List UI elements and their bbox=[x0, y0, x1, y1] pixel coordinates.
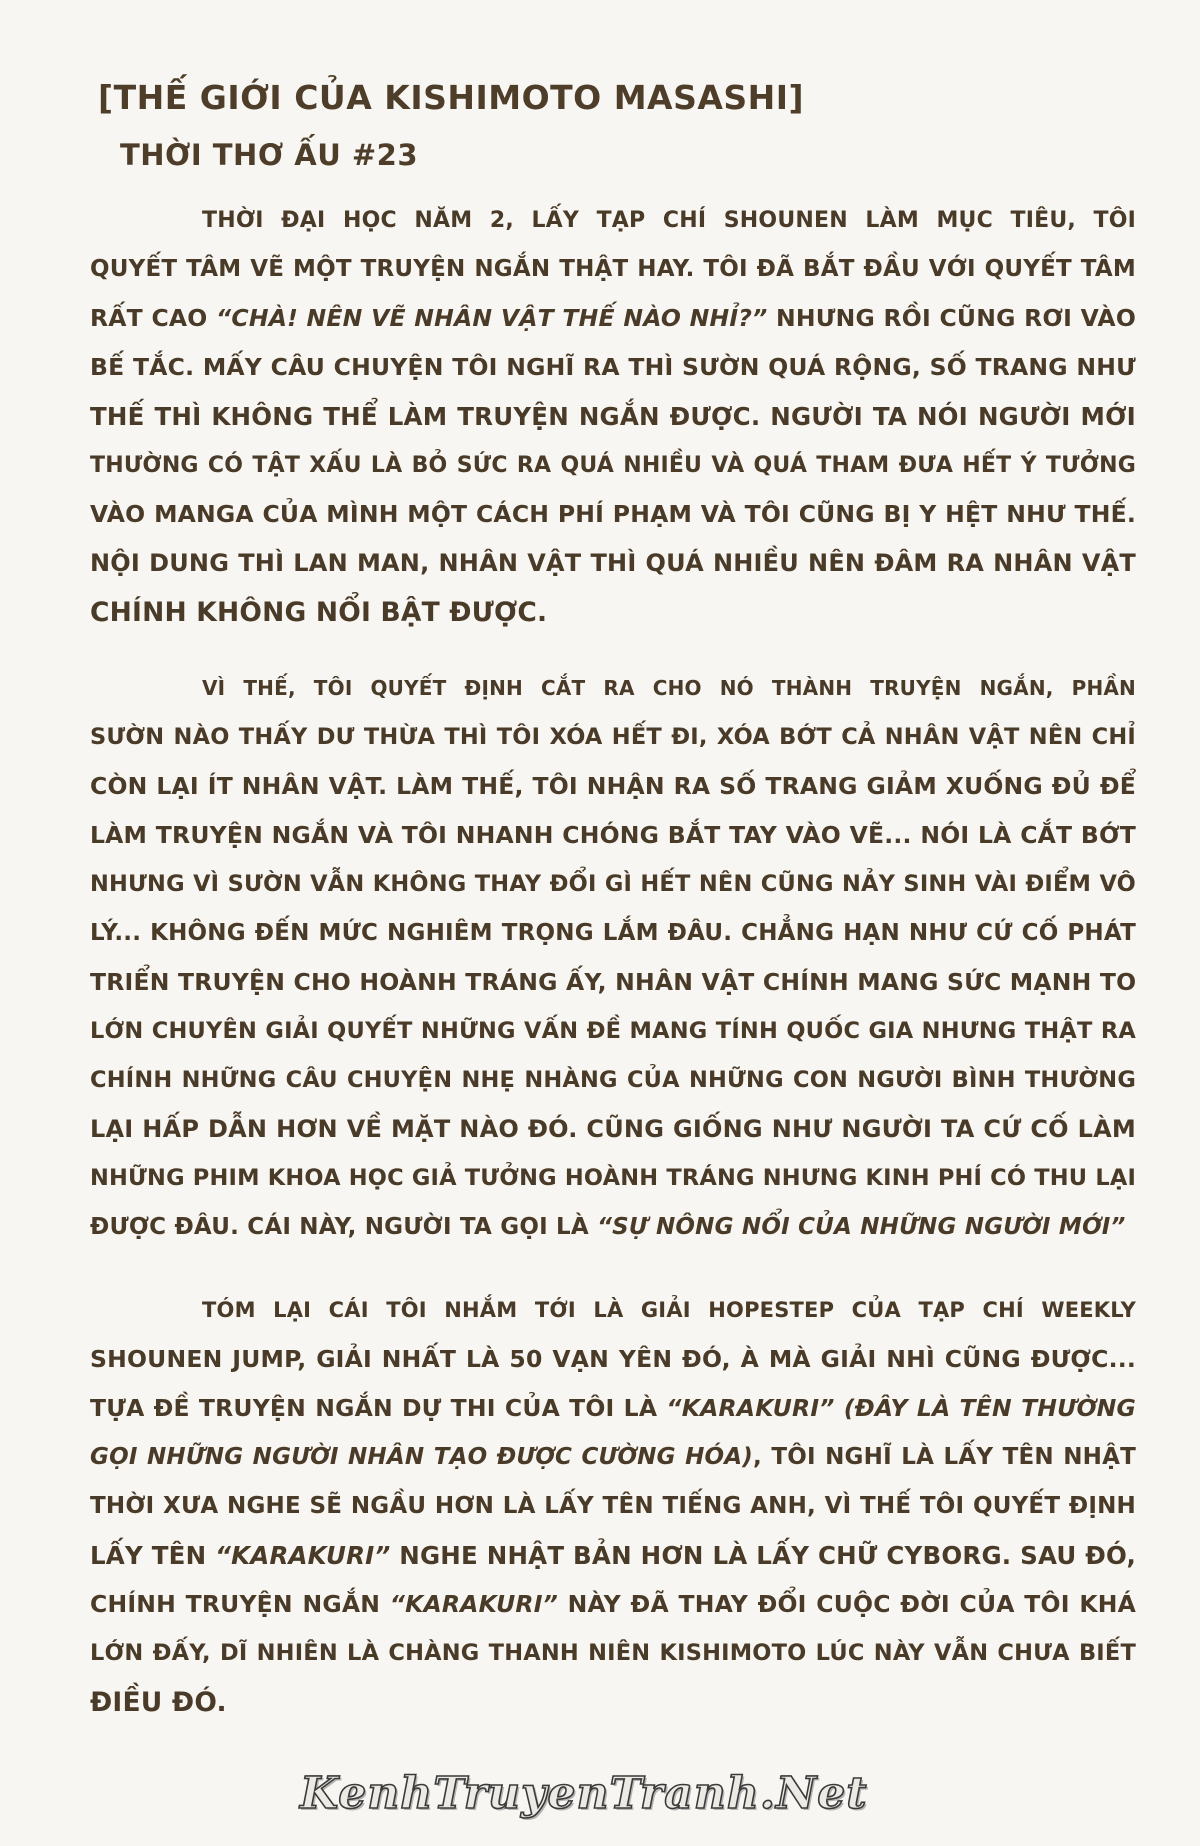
line-text: NGHE NHẬT BẢN HƠN LÀ LẤY CHỮ CYBORG. SAU ĐÓ, bbox=[390, 1541, 1136, 1570]
paragraph-3 bbox=[90, 1286, 1136, 1727]
paragraph-line: BẾ TẮC. MẤY CÂU CHUYỆN TÔI NGHĨ RA THÌ SƯỜN QUÁ RỘNG, SỐ TRANG NHƯ bbox=[90, 353, 1136, 381]
paragraph-line: NHỮNG PHIM KHOA HỌC GIẢ TƯỞNG HOÀNH TRÁNG NHƯNG KINH PHÍ CÓ THU LẠI bbox=[90, 1165, 1137, 1191]
paragraph-line: LỚN CHUYÊN GIẢI QUYẾT NHỮNG VẤN ĐỀ MANG TÍNH QUỐC GIA NHƯNG THẬT RA bbox=[90, 1018, 1136, 1044]
paragraph-line: QUYẾT TÂM VẼ MỘT TRUYỆN NGẮN THẬT HAY. TÔI ĐÃ BẮT ĐẦU VỚI QUYẾT TÂM bbox=[90, 256, 1136, 282]
paragraph-line: THẾ THÌ KHÔNG THỂ LÀM TRUYỆN NGẮN ĐƯỢC. NGƯỜI TA NÓI NGƯỜI MỚI bbox=[90, 402, 1136, 431]
paragraph-line: LÝ... KHÔNG ĐẾN MỨC NGHIÊM TRỌNG LẮM ĐÂU. CHẲNG HẠN NHƯ CỨ CỐ PHÁT bbox=[90, 920, 1136, 946]
line-text: NHƯNG RỒI CŨNG RƠI VÀO bbox=[767, 304, 1136, 332]
paragraph-line: LÀM TRUYỆN NGẮN VÀ TÔI NHANH CHÓNG BẮT TAY VÀO VẼ... NÓI LÀ CẮT BỚT bbox=[90, 821, 1136, 849]
line-text: , TÔI NGHĨ LÀ LẤY TÊN NHẬT bbox=[753, 1444, 1136, 1470]
site-watermark: KenhTruyenTranh.Net bbox=[300, 1768, 868, 1819]
quoted-text: “KARAKURI” bbox=[389, 1590, 558, 1618]
paragraph-line: NỘI DUNG THÌ LAN MAN, NHÂN VẬT THÌ QUÁ NHIỀU NÊN ĐÂM RA NHÂN VẬT bbox=[90, 549, 1136, 577]
paragraph-1 bbox=[90, 196, 1136, 637]
line-text: ĐƯỢC ĐÂU. CÁI NÀY, NGƯỜI TA GỌI LÀ bbox=[90, 1214, 598, 1240]
paragraph-line bbox=[90, 1433, 1136, 1482]
line-text: CHÍNH TRUYỆN NGẮN bbox=[90, 1590, 390, 1618]
quoted-text: “SỰ NÔNG NỔI CỦA NHỮNG NGƯỜI MỚI” bbox=[597, 1214, 1126, 1240]
paragraph-line: THƯỜNG CÓ TẬT XẤU LÀ BỎ SỨC RA QUÁ NHIỀU VÀ QUÁ THAM ĐƯA HẾT Ý TƯỞNG bbox=[90, 453, 1136, 478]
quoted-text: GỌI NHỮNG NGƯỜI NHÂN TẠO ĐƯỢC CƯỜNG HÓA) bbox=[90, 1444, 753, 1470]
quoted-text: “CHÀ! NÊN VẼ NHÂN VẬT THẾ NÀO NHỈ?” bbox=[216, 304, 768, 332]
paragraph-line: VÌ THẾ, TÔI QUYẾT ĐỊNH CẮT RA CHO NÓ THÀNH TRUYỆN NGẮN, PHẦN bbox=[202, 676, 1136, 700]
line-text: RẤT CAO bbox=[90, 304, 217, 332]
paragraph-line: CHÍNH NHỮNG CÂU CHUYỆN NHẸ NHÀNG CỦA NHỮNG CON NGƯỜI BÌNH THƯỜNG bbox=[90, 1067, 1136, 1093]
quoted-text: “KARAKURI” (ĐÂY LÀ TÊN THƯỜNG bbox=[666, 1394, 1136, 1422]
paragraph-line: CHÍNH KHÔNG NỔI BẬT ĐƯỢC. bbox=[90, 597, 548, 628]
paragraph-line: THỜI XƯA NGHE SẼ NGẦU HƠN LÀ LẤY TÊN TIẾNG ANH, VÌ THẾ TÔI QUYẾT ĐỊNH bbox=[90, 1493, 1136, 1519]
paragraph-line: NHƯNG VÌ SƯỜN VẪN KHÔNG THAY ĐỔI GÌ HẾT NÊN CŨNG NẢY SINH VÀI ĐIỂM VÔ bbox=[90, 871, 1136, 897]
paragraph-line: THỜI ĐẠI HỌC NĂM 2, LẤY TẠP CHÍ SHOUNEN LÀM MỤC TIÊU, TÔI bbox=[202, 208, 1136, 233]
paragraph-line bbox=[90, 1203, 1136, 1252]
paragraph-line: LẠI HẤP DẪN HƠN VỀ MẶT NÀO ĐÓ. CŨNG GIỐNG NHƯ NGƯỜI TA CỨ CỐ LÀM bbox=[90, 1115, 1136, 1143]
page-title: [THẾ GIỚI CỦA KISHIMOTO MASASHI] bbox=[98, 78, 805, 117]
line-text: LẤY TÊN bbox=[90, 1541, 216, 1570]
line-text: TỰA ĐỀ TRUYỆN NGẮN DỰ THI CỦA TÔI LÀ bbox=[90, 1394, 667, 1422]
paragraph-line bbox=[90, 294, 1136, 343]
paragraph-line bbox=[90, 1384, 1136, 1433]
paragraph-line: ĐIỀU ĐÓ. bbox=[90, 1687, 227, 1718]
paragraph-line bbox=[90, 1531, 1136, 1580]
paragraph-line: VÀO MANGA CỦA MÌNH MỘT CÁCH PHÍ PHẠM VÀ TÔI CŨNG BỊ Y HỆT NHƯ THẾ. bbox=[90, 500, 1136, 528]
paragraph-line: TÓM LẠI CÁI TÔI NHẮM TỚI LÀ GIẢI HOPESTEP CỦA TẠP CHÍ WEEKLY bbox=[202, 1298, 1136, 1322]
paragraph-line: CÒN LẠI ÍT NHÂN VẬT. LÀM THẾ, TÔI NHẬN RA SỐ TRANG GIẢM XUỐNG ĐỦ ĐỂ bbox=[90, 772, 1136, 800]
line-text: NÀY ĐÃ THAY ĐỔI CUỘC ĐỜI CỦA TÔI KHÁ bbox=[558, 1590, 1136, 1618]
paragraph-line: SHOUNEN JUMP, GIẢI NHẤT LÀ 50 VẠN YÊN ĐÓ, À MÀ GIẢI NHÌ CŨNG ĐƯỢC... bbox=[90, 1345, 1136, 1373]
paragraph-2 bbox=[90, 664, 1136, 1252]
paragraph-line: TRIỂN TRUYỆN CHO HOÀNH TRÁNG ẤY, NHÂN VẬT CHÍNH MANG SỨC MẠNH TO bbox=[90, 968, 1137, 996]
paragraph-line bbox=[90, 1580, 1136, 1629]
paragraph-line: LỚN ĐẤY, DĨ NHIÊN LÀ CHÀNG THANH NIÊN KISHIMOTO LÚC NÀY VẪN CHƯA BIẾT bbox=[90, 1640, 1136, 1666]
paragraph-line: SƯỜN NÀO THẤY DƯ THỪA THÌ TÔI XÓA HẾT ĐI, XÓA BỚT CẢ NHÂN VẬT NÊN CHỈ bbox=[90, 724, 1136, 750]
quoted-text: “KARAKURI” bbox=[215, 1541, 391, 1570]
page-subtitle: THỜI THƠ ẤU #23 bbox=[120, 138, 418, 172]
